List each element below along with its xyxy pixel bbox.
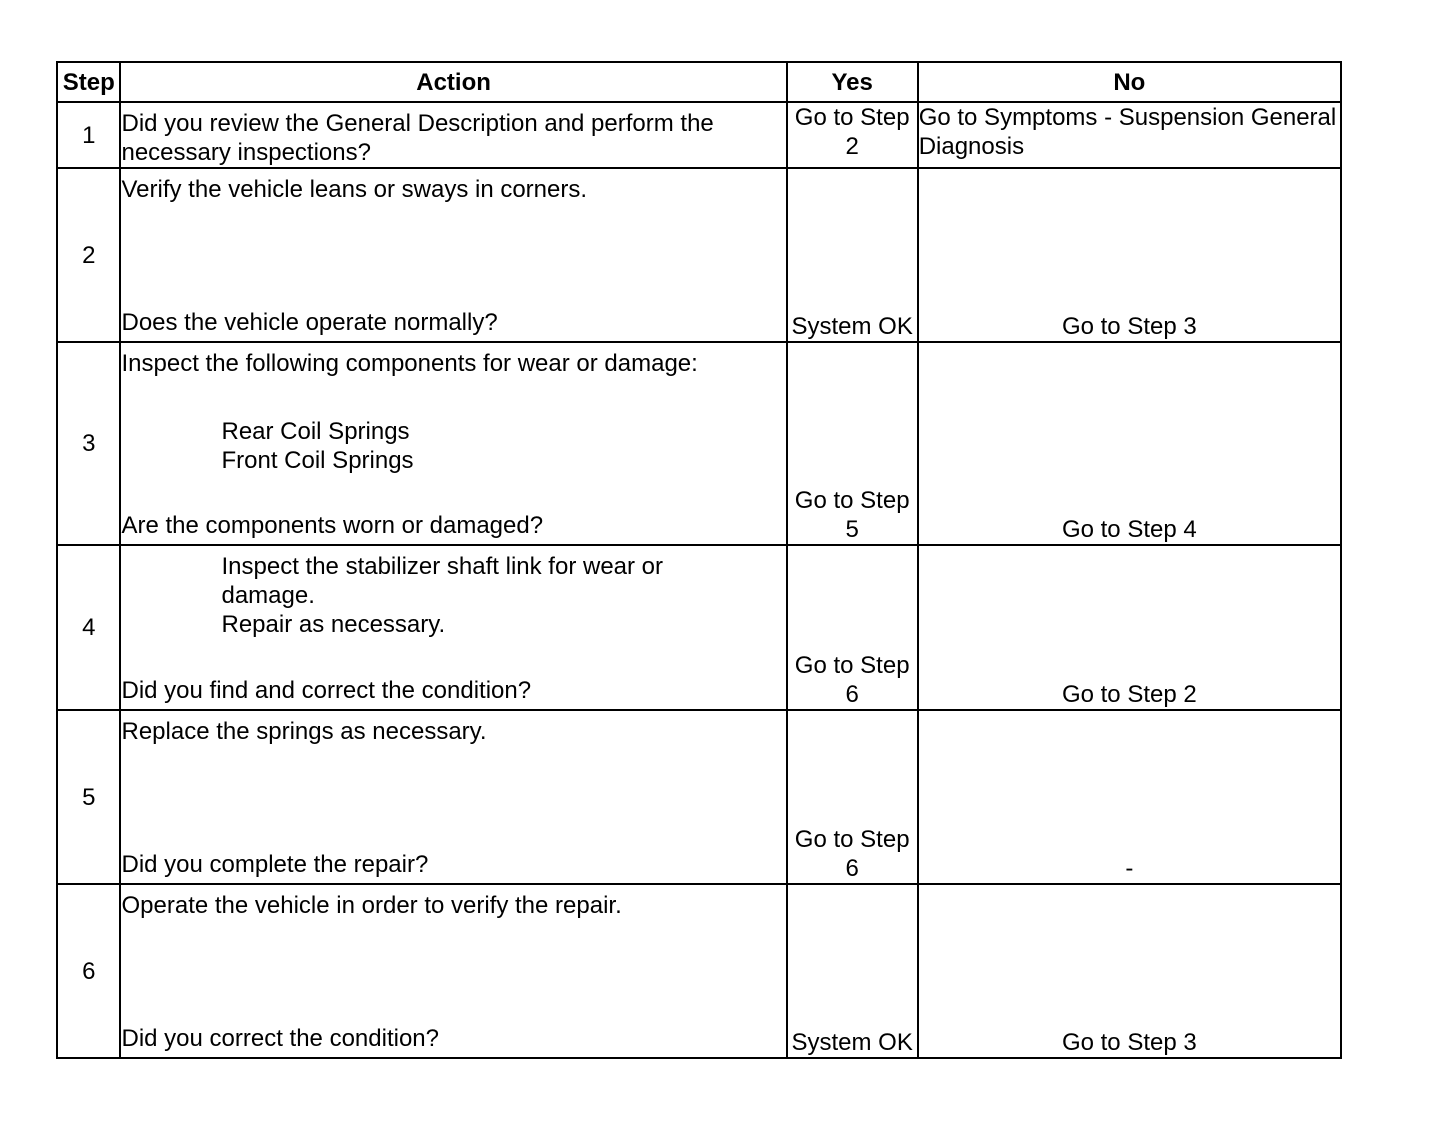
action-question: Did you complete the repair?: [121, 851, 429, 878]
no-cell: -: [918, 710, 1341, 884]
header-yes: Yes: [787, 62, 918, 102]
action-text: Replace the springs as necessary.: [121, 718, 487, 745]
action-cell: [120, 102, 786, 168]
action-cell: [120, 884, 786, 1058]
action-cell: [120, 342, 786, 545]
table-row: [57, 545, 1341, 710]
no-cell: Go to Step 3: [918, 884, 1341, 1058]
header-action: Action: [120, 62, 786, 102]
table-row: [57, 342, 1341, 545]
yes-cell: Go to Step 5: [787, 342, 918, 545]
table-row: [57, 710, 1341, 884]
action-cell: [120, 545, 786, 710]
step-number: 3: [57, 342, 120, 545]
table-row: [57, 102, 1341, 168]
action-text: Operate the vehicle in order to verify the repair.: [121, 892, 622, 919]
list-item: Front Coil Springs: [221, 447, 414, 474]
table-row: [57, 884, 1341, 1058]
header-row: [57, 62, 1341, 102]
action-question: Are the components worn or damaged?: [121, 512, 544, 539]
action-question: Does the vehicle operate normally?: [121, 309, 498, 336]
step-number: 4: [57, 545, 120, 710]
action-question: Did you find and correct the condition?: [121, 677, 532, 704]
action-question: Did you correct the condition?: [121, 1025, 439, 1052]
action-cell: [120, 710, 786, 884]
step-number: 1: [57, 102, 120, 168]
yes-cell: Go to Step 6: [787, 710, 918, 884]
no-cell: Go to Step 3: [918, 168, 1341, 342]
yes-cell: System OK: [787, 884, 918, 1058]
no-cell: Go to Step 2: [918, 545, 1341, 710]
step-number: 5: [57, 710, 120, 884]
header-no: No: [918, 62, 1341, 102]
step-number: 6: [57, 884, 120, 1058]
yes-cell: Go to Step 2: [787, 102, 918, 168]
list-item: Inspect the stabilizer shaft link for wear or damage.: [221, 553, 664, 609]
action-text: Verify the vehicle leans or sways in corners.: [121, 176, 588, 203]
step-number: 2: [57, 168, 120, 342]
list-item: Rear Coil Springs: [221, 418, 410, 445]
action-cell: [120, 168, 786, 342]
no-cell: Go to Symptoms - Suspension General Diagnosis: [918, 102, 1341, 168]
list-item: Repair as necessary.: [221, 611, 446, 638]
action-text: Inspect the following components for wear or damage:: [121, 350, 698, 377]
header-step: Step: [57, 62, 120, 102]
yes-cell: System OK: [787, 168, 918, 342]
table-row: [57, 168, 1341, 342]
diagnostic-table: [56, 61, 1342, 1059]
no-cell: Go to Step 4: [918, 342, 1341, 545]
yes-cell: Go to Step 6: [787, 545, 918, 710]
action-text: Did you review the General Description and perform the necessary inspections?: [121, 110, 714, 166]
